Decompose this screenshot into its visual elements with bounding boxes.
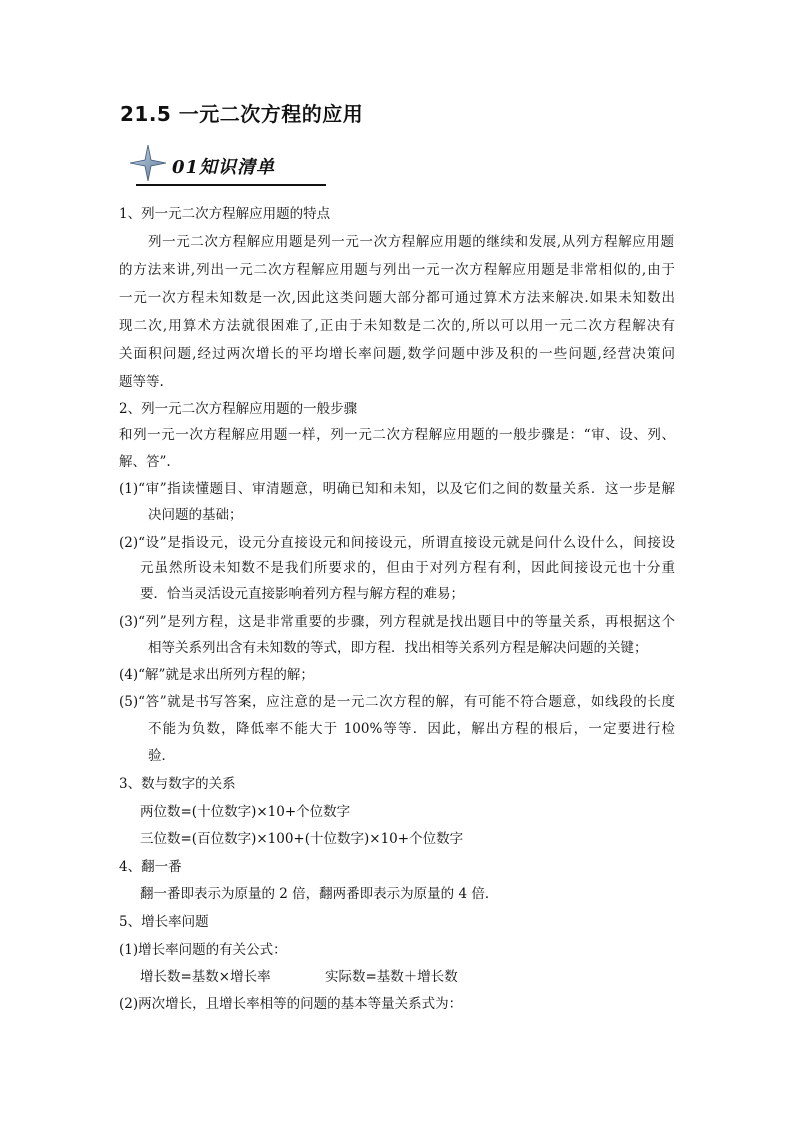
s1-line-2: 的方法来讲,列出一元二次方程解应用题与列出一元一次方程解应用题是非常相似的,由于 — [119, 262, 675, 278]
s1-line-6: 题等等. — [119, 374, 164, 390]
step-3-line-1: (3)“列”是列方程，这是非常重要的步骤，列方程就是找出题目中的等量关系，再根据这个 — [119, 614, 675, 630]
s1-line-1: 列一元二次方程解应用题是列一元一次方程解应用题的继续和发展,从列方程解应用题 — [148, 234, 674, 250]
heading-3: 3、数与数字的关系 — [119, 776, 236, 792]
s3-line-2: 三位数=(百位数字)×100+(十位数字)×10+个位数字 — [140, 831, 464, 847]
step-3-line-2: 相等关系列出含有未知数的等式，即方程．找出相等关系列方程是解决问题的关键； — [148, 640, 648, 656]
s2-intro-2: 解、答”. — [119, 454, 171, 470]
s3-line-1: 两位数=(十位数字)×10+个位数字 — [140, 804, 351, 820]
s5-sub-1: (1)增长率问题的有关公式： — [119, 942, 287, 958]
step-4-line-1: (4)“解”就是求出所列方程的解； — [119, 667, 314, 683]
s1-line-5: 关面积问题,经过两次增长的平均增长率问题,数学问题中涉及积的一些问题,经营决策问 — [119, 346, 675, 362]
heading-2: 2、列一元二次方程解应用题的一般步骤 — [119, 401, 358, 417]
four-point-star-icon — [130, 145, 166, 181]
s2-intro-1: 和列一元一次方程解应用题一样，列一元二次方程解应用题的一般步骤是：“审、设、列、 — [119, 427, 675, 443]
s1-line-3: 一元一次方程未知数是一次,因此这类问题大部分都可通过算术方法来解决.如果未知数出 — [119, 290, 675, 306]
section-header — [130, 145, 330, 190]
step-5-line-2: 不能为负数，降低率不能大于 100%等等．因此，解出方程的根后，一定要进行检 — [148, 721, 675, 737]
s1-line-4: 现二次,用算术方法就很困难了,正由于未知数是二次的,所以可以用一元二次方程解决有 — [119, 318, 675, 334]
step-2-line-1: (2)“设”是指设元，设元分直接设元和间接设元，所谓直接设元就是问什么设什么，间接设 — [119, 535, 675, 551]
step-2-line-3: 要．恰当灵活设元直接影响着列方程与解方程的难易； — [140, 586, 464, 602]
step-1-line-2: 决问题的基础； — [148, 507, 243, 523]
formula-actual: 实际数=基数＋增长数 — [325, 969, 458, 985]
heading-4: 4、翻一番 — [119, 859, 182, 875]
formula-growth: 增长数=基数×增长率 — [140, 969, 271, 985]
section-label: 01知识清单 — [172, 157, 276, 178]
page-title: 21.5 一元二次方程的应用 — [120, 102, 364, 126]
s5-sub-2: (2)两次增长，且增长率相等的问题的基本等量关系式为： — [119, 996, 463, 1012]
step-5-line-1: (5)“答”就是书写答案，应注意的是一元二次方程的解，有可能不符合题意，如线段的长度 — [119, 694, 675, 710]
step-1-line-1: (1)“审”指读懂题目、审清题意，明确已知和未知，以及它们之间的数量关系．这一步是解 — [119, 481, 675, 497]
s4-line-1: 翻一番即表示为原量的 2 倍，翻两番即表示为原量的 4 倍． — [140, 886, 499, 902]
heading-1: 1、列一元二次方程解应用题的特点 — [119, 206, 331, 222]
step-5-line-3: 验． — [148, 748, 175, 764]
step-2-line-2: 元虽然所设未知数不是我们所要求的，但由于对列方程有利，因此间接设元也十分重 — [140, 560, 675, 576]
section-rule — [136, 184, 326, 186]
heading-5: 5、增长率问题 — [119, 914, 209, 930]
